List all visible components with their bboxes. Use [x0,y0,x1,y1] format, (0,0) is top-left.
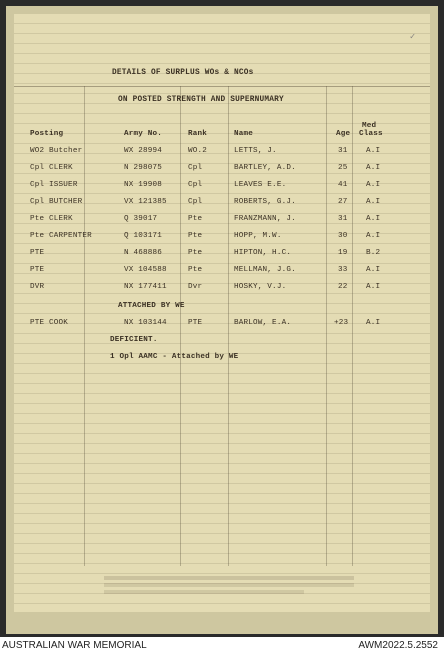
cell-rank: Cpl [188,181,203,189]
cell-age: 25 [338,164,348,172]
cell-posting: Pte CARPENTER [30,232,92,240]
attached-name: BARLOW, E.A. [234,319,292,327]
header-name: Name [234,130,254,138]
column-divider [228,86,229,566]
header-army-no: Army No. [124,130,163,138]
cell-age: 41 [338,181,348,189]
attached-label: ATTACHED BY WE [118,302,185,310]
archive-footer [0,637,444,653]
cell-rank: Pte [188,266,203,274]
cell-posting: PTE [30,249,45,257]
cell-name: HOSKY, V.J. [234,283,287,291]
column-divider [326,86,327,566]
attached-army-no: NX 103144 [124,319,167,327]
header-class: Class [359,130,383,138]
header-rank: Rank [188,130,208,138]
cell-rank: Cpl [188,198,203,206]
document-sheet [6,6,438,634]
archive-reference: AWM2022.5.2552 [358,640,438,651]
cell-army-no: VX 104588 [124,266,167,274]
cell-army-no: NX 177411 [124,283,167,291]
archive-name: AUSTRALIAN WAR MEMORIAL [2,640,147,651]
cell-age: 19 [338,249,348,257]
cell-med: A.I [366,164,381,172]
column-divider [180,86,181,566]
cell-med: A.I [366,232,381,240]
cell-med: A.I [366,181,381,189]
deficient-line: 1 Opl AAMC - Attached by WE [110,353,239,361]
cell-med: A.I [366,266,381,274]
cell-name: LEAVES E.E. [234,181,287,189]
cell-name: BARTLEY, A.D. [234,164,296,172]
header-age: Age [336,130,351,138]
cell-posting: PTE [30,266,45,274]
cell-rank: WO.2 [188,147,208,155]
column-divider [84,86,85,566]
cell-age: 31 [338,147,348,155]
cell-age: 31 [338,215,348,223]
cell-posting: Cpl CLERK [30,164,73,172]
pencil-mark: ✓ [409,32,416,41]
cell-rank: Pte [188,215,203,223]
cell-name: FRANZMANN, J. [234,215,296,223]
attached-age: +23 [334,319,349,327]
cell-age: 27 [338,198,348,206]
cell-posting: Cpl ISSUER [30,181,78,189]
cell-rank: Dvr [188,283,203,291]
cell-posting: Cpl BUTCHER [30,198,83,206]
cell-army-no: VX 121385 [124,198,167,206]
cell-posting: DVR [30,283,45,291]
cell-rank: Pte [188,249,203,257]
cell-age: 33 [338,266,348,274]
cell-age: 30 [338,232,348,240]
cell-med: A.I [366,198,381,206]
cell-name: HOPP, M.W. [234,232,282,240]
cell-posting: WO2 Butcher [30,147,83,155]
cell-rank: Pte [188,232,203,240]
printed-footnote-block [104,576,354,594]
cell-name: HIPTON, H.C. [234,249,292,257]
cell-army-no: NX 19908 [124,181,163,189]
cell-army-no: N 468886 [124,249,163,257]
header-med: Med [362,122,377,130]
cell-med: A.I [366,147,381,155]
cell-med: A.I [366,283,381,291]
document-title: DETAILS OF SURPLUS WOs & NCOs [112,69,254,77]
cell-name: ROBERTS, G.J. [234,198,296,206]
cell-army-no: Q 103171 [124,232,163,240]
cell-posting: Pte CLERK [30,215,73,223]
cell-army-no: WX 28994 [124,147,163,155]
cell-rank: Cpl [188,164,203,172]
cell-med: B.2 [366,249,381,257]
document-subtitle: ON POSTED STRENGTH AND SUPERNUMARY [118,96,284,104]
form-paper [14,14,430,612]
deficient-label: DEFICIENT. [110,336,158,344]
attached-rank: PTE [188,319,203,327]
attached-med: A.I [366,319,381,327]
header-posting: Posting [30,130,64,138]
cell-army-no: Q 39017 [124,215,158,223]
column-divider [352,86,353,566]
cell-med: A.I [366,215,381,223]
cell-name: LETTS, J. [234,147,277,155]
attached-posting: PTE COOK [30,319,69,327]
cell-age: 22 [338,283,348,291]
cell-name: MELLMAN, J.G. [234,266,296,274]
cell-army-no: N 298075 [124,164,163,172]
